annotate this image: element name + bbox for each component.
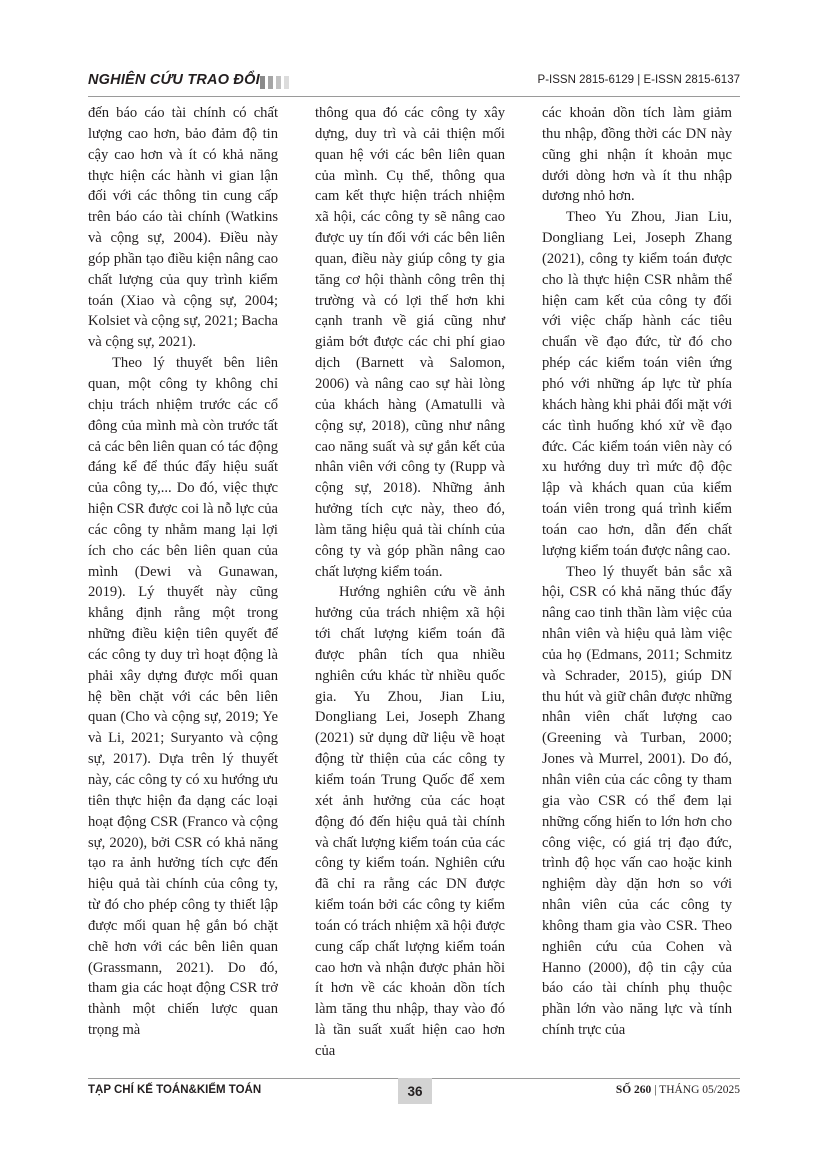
- issue-number: SỐ 260: [615, 1084, 652, 1096]
- paragraph: các khoản dồn tích làm giảm thu nhập, đồng thời các DN này cũng ghi nhận ít khoản mục dưới dòng hơn và ít thu nhập dương nhỏ hơn.: [542, 105, 732, 205]
- paragraph: thông qua đó các công ty xây dựng, duy trì và cải thiện mối quan hệ với các bên liên quan của mình. Cụ thể, thông qua cam kết thực hiện trách nhiệm xã hội, các công ty sẽ nâng cao được uy tín đối với các bên liên quan, điều này giúp công ty gia tăng cơ hội thành công trên thị trường và có lợi thế hơn khi cạnh tranh về giá cũng như giảm bớt được các chi phí giao dịch (Barnett và Salomon, 2006) và nâng cao sự hài lòng của khách hàng (Amatulli và cộng sự, 2018), cũng như nâng cao năng suất và sự gắn kết của nhân viên với công ty (Rupp và cộng sự, 2018). Những ảnh hưởng tích cực này, theo đó, làm tăng hiệu quả tài chính của công ty và góp phần nâng cao chất lượng kiểm toán.: [315, 105, 505, 580]
- text-column-3: [542, 103, 732, 1041]
- issue-date: THÁNG 05/2025: [659, 1084, 740, 1096]
- text-column-2: [315, 103, 505, 1062]
- page-number: 36: [398, 1078, 432, 1104]
- issue-separator: |: [654, 1084, 657, 1096]
- decor-bar: [268, 76, 273, 89]
- header-decor-bars: [260, 76, 289, 89]
- paragraph: đến báo cáo tài chính có chất lượng cao hơn, bảo đảm độ tin cậy cao hơn và ít có khả năng thực hiện các hành vi gian lận đối với các thông tin cung cấp trên báo cáo tài chính (Watkins và cộng sự, 2004). Điều này góp phần tạo điều kiện nâng cao chất lượng của quy trình kiểm toán (Xiao và cộng sự, 2004; Kolsiet và cộng sự, 2021; Bacha và cộng sự, 2021).: [88, 105, 278, 351]
- decor-bar: [260, 76, 265, 89]
- text-column-1: [88, 103, 278, 1041]
- section-title: NGHIÊN CỨU TRAO ĐỔI: [88, 72, 260, 88]
- journal-name: TẠP CHÍ KẾ TOÁN&KIỂM TOÁN: [88, 1084, 262, 1096]
- header-divider: [88, 96, 740, 97]
- decor-bar: [276, 76, 281, 89]
- issn-label: P-ISSN 2815-6129 | E-ISSN 2815-6137: [537, 74, 740, 86]
- decor-bar: [284, 76, 289, 89]
- paragraph: Theo lý thuyết bản sắc xã hội, CSR có khả năng thúc đẩy nâng cao tinh thần làm việc của nhân viên và hiệu quả làm việc của họ (Edmans, 2011; Schmitz và Schrader, 2015), giúp DN thu hút và giữ chân được những nhân viên chất lượng cao (Greening và Turban, 2000; Jones và Murrel, 2001). Do đó, nhân viên của các công ty tham gia vào CSR có thể đem lại những cống hiến to lớn hơn cho công việc, có giá trị đạo đức, trình độ học vấn cao hoặc kinh nghiệm dày dặn hơn so với nhân viên của các công ty không tham gia vào CSR. Theo nghiên cứu của Cohen và Hanno (2000), độ tin cậy của báo cáo tài chính phụ thuộc phần lớn vào năng lực và tính chính trực của: [542, 563, 732, 1039]
- paragraph: Theo lý thuyết bên liên quan, một công ty không chỉ chịu trách nhiệm trước các cổ đông của mình mà còn trước tất cả các bên liên quan có tác động đáng kể để thúc đẩy hiệu suất của công ty,... Do đó, việc thực hiện CSR được coi là nỗ lực của các công ty nhằm mang lại lợi ích cho các bên liên quan của mình (Dewi và Gunawan, 2019). Lý thuyết này cũng khẳng định rằng một trong những điều kiện tiên quyết để các công ty duy trì hoạt động là phải xây dựng được mối quan hệ bền chặt với các bên liên quan (Cho và cộng sự, 2019; Ye và Li, 2021; Suryanto và cộng sự, 2017). Dựa trên lý thuyết này, các công ty có xu hướng ưu tiên thực hiện đa dạng các loại hoạt động CSR (Franco và cộng sự, 2020), bởi CSR có khả năng tạo ra ảnh hưởng tích cực đến hiệu quả tài chính của công ty, từ đó cho phép công ty thiết lập được mối quan hệ gắn bó chặt chẽ hơn với các bên liên quan (Grassmann, 2021). Do đó, tham gia các hoạt động CSR trở thành một chiến lược quan trọng mà: [88, 355, 278, 1039]
- page-header: [88, 72, 740, 94]
- paragraph: Theo Yu Zhou, Jian Liu, Dongliang Lei, Joseph Zhang (2021), công ty kiểm toán được cho là thực hiện CSR nhằm thể hiện cam kết của công ty đối với việc chấp hành các tiêu chuẩn về đạo đức, từ đó cho phép các kiểm toán viên ứng phó với những áp lực từ phía khách hàng khi phải đối mặt với các tình huống khó xử về đạo đức. Các kiểm toán viên này có xu hướng duy trì mức độ độc lập và khách quan của kiểm toán viên trong quá trình kiểm toán cao hơn, dẫn đến chất lượng kiểm toán được nâng cao.: [542, 209, 732, 559]
- issue-info: [616, 1084, 740, 1096]
- paragraph: Hướng nghiên cứu về ảnh hưởng của trách nhiệm xã hội tới chất lượng kiểm toán đã được phân tích qua nhiều nghiên cứu khác từ nhiều quốc gia. Yu Zhou, Jian Liu, Dongliang Lei, Joseph Zhang (2021) sử dụng dữ liệu về hoạt động từ thiện của các công ty kiểm toán Trung Quốc để xem xét ảnh hưởng của các hoạt động đó đến hiệu quả tài chính và chất lượng kiểm toán của các công ty kiểm toán. Nghiên cứu đã chỉ ra rằng các DN được kiểm toán bởi các công ty kiểm toán có trách nhiệm xã hội được cung cấp chất lượng kiểm toán cao hơn và nhận được phản hồi ít hơn về các khoản dồn tích làm tăng thu nhập, thay vào đó là tần suất xuất hiện cao hơn của: [315, 584, 505, 1059]
